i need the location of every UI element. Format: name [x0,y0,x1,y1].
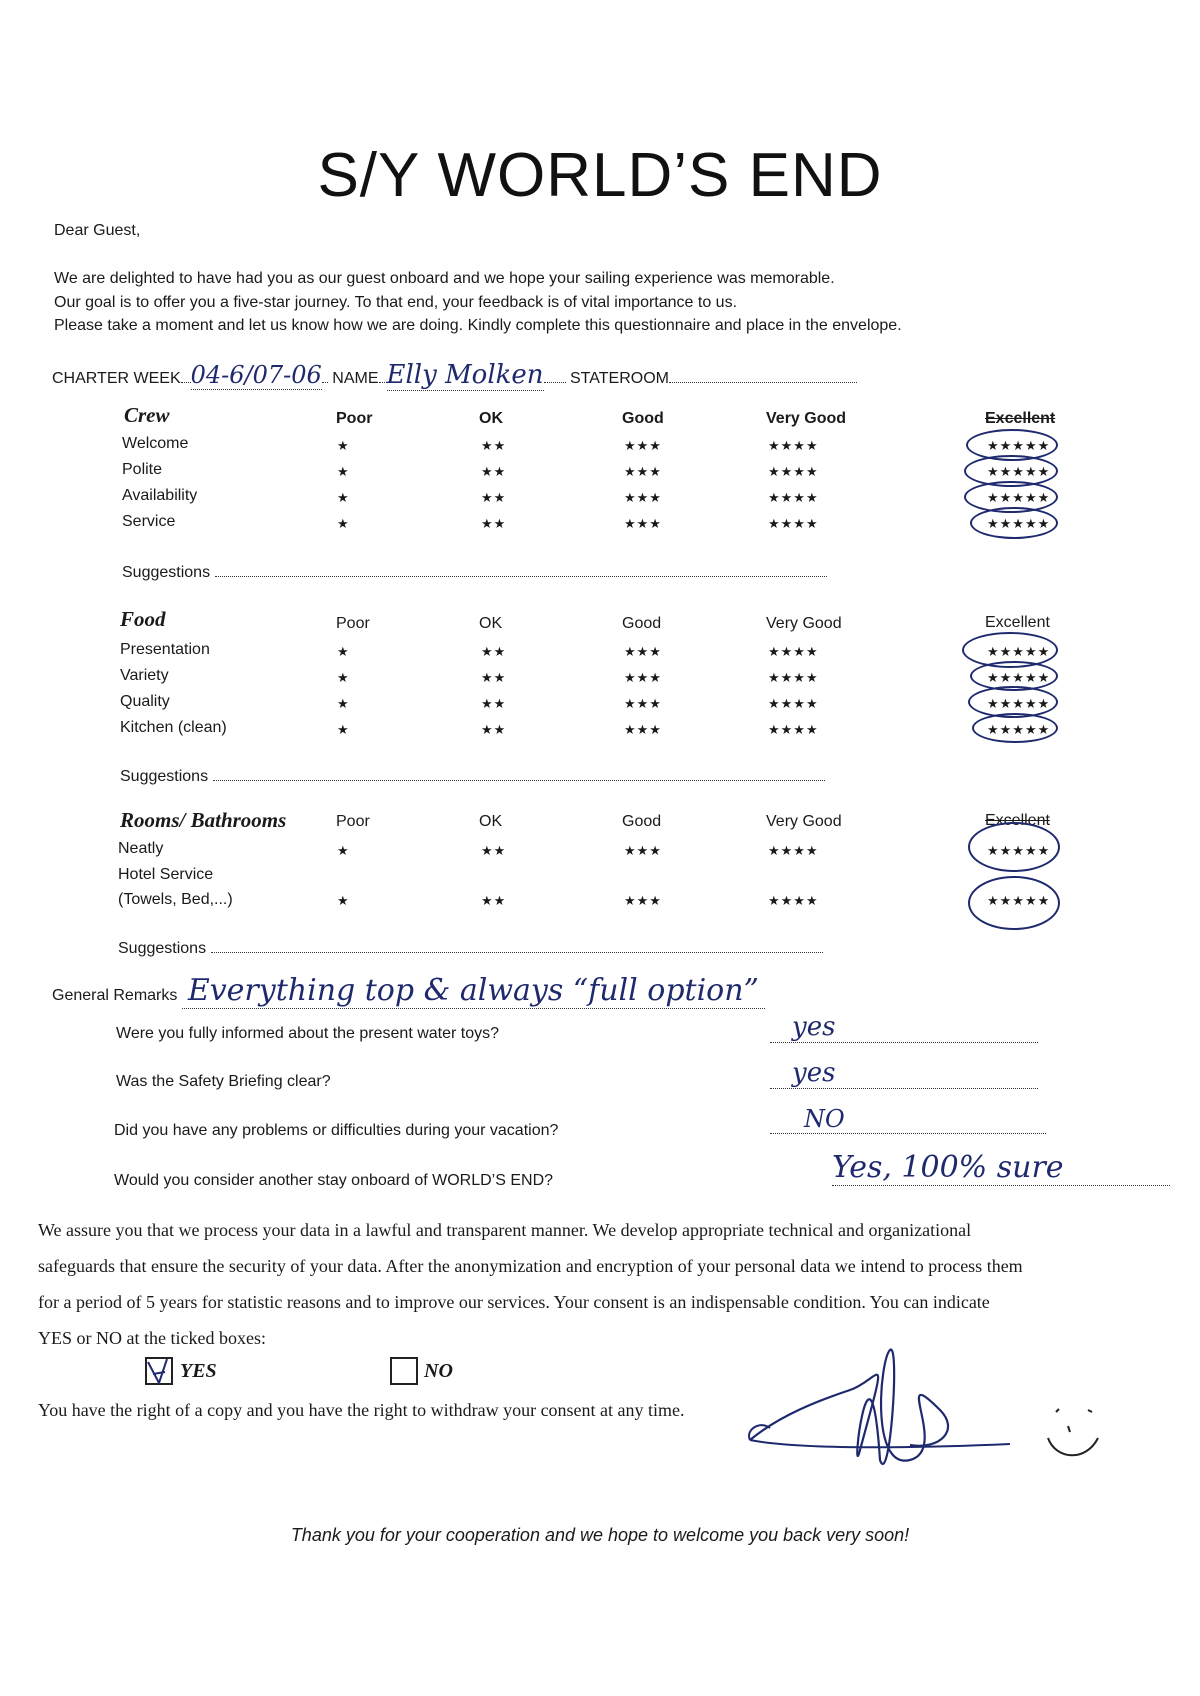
rooms-header-good: Good [622,813,662,830]
crew-polite-excellent[interactable]: ★★★★★ [987,464,1051,479]
rooms-hotel-service-good[interactable]: ★★★ [624,893,662,908]
crew-availability-excellent[interactable]: ★★★★★ [987,490,1051,505]
crew-welcome-ok[interactable]: ★★ [481,438,507,453]
question-safety-briefing: Was the Safety Briefing clear? [116,1073,331,1090]
food-variety-poor[interactable]: ★ [337,670,350,685]
crew-availability-good[interactable]: ★★★ [624,490,662,505]
checkmark-icon [145,1357,173,1385]
rooms-hotel-service-excellent[interactable]: ★★★★★ [987,893,1051,908]
food-kitchen-very-good[interactable]: ★★★★ [768,722,819,737]
crew-header-very-good: Very Good [766,410,847,427]
signature-icon [740,1320,1020,1510]
food-quality-poor[interactable]: ★ [337,696,350,711]
question-another-stay: Would you consider another stay onboard of WORLD’S END? [114,1172,554,1189]
food-presentation-ok[interactable]: ★★ [481,644,507,659]
answer-water-toys[interactable]: yes [770,1012,1038,1043]
rooms-section-title: Rooms/ Bathrooms [120,808,287,832]
intro-line-1: We are delighted to have had you as our guest onboard and we hope your sailing experience was memorable. [54,270,835,287]
stateroom-label: STATEROOM [570,370,669,387]
consent-no-checkbox[interactable] [390,1357,418,1385]
crew-welcome-good[interactable]: ★★★ [624,438,662,453]
footer-thanks: Thank you for your cooperation and we hope to welcome you back very soon! [290,1525,910,1545]
food-quality-good[interactable]: ★★★ [624,696,662,711]
crew-welcome-poor[interactable]: ★ [337,438,350,453]
food-item-variety: Variety [120,667,169,684]
food-item-presentation: Presentation [120,641,210,658]
crew-suggestions-row [122,562,827,582]
question-problems: Did you have any problems or difficulties during your vacation? [114,1122,559,1139]
rooms-hotel-service-very-good[interactable]: ★★★★ [768,893,819,908]
general-remarks-value[interactable]: Everything top & always “full option” [182,973,765,1009]
crew-item-polite: Polite [122,461,163,478]
food-header-good: Good [622,615,662,632]
crew-service-excellent[interactable]: ★★★★★ [987,516,1051,531]
food-presentation-good[interactable]: ★★★ [624,644,662,659]
crew-polite-ok[interactable]: ★★ [481,464,507,479]
charter-info-line [52,360,857,390]
rooms-item-neatly: Neatly [118,840,164,857]
answer-safety-briefing[interactable]: yes [770,1058,1038,1089]
name-label: NAME [332,370,379,387]
smiley-face-icon [1038,1400,1108,1470]
crew-header-excellent: Excellent [985,410,1056,427]
food-item-kitchen: Kitchen (clean) [120,719,227,736]
crew-item-service: Service [122,513,176,530]
food-presentation-very-good[interactable]: ★★★★ [768,644,819,659]
general-remarks-row [52,973,1102,1008]
question-water-toys: Were you fully informed about the present water toys? [116,1025,500,1042]
form-title: S/Y WORLD’S END [317,141,883,210]
crew-service-excellent-mark [970,507,1058,539]
crew-polite-poor[interactable]: ★ [337,464,350,479]
rooms-header-excellent: Excellent [985,812,1050,829]
greeting: Dear Guest, [54,222,141,239]
consent-yes-label: YES [180,1360,217,1382]
food-presentation-poor[interactable]: ★ [337,644,350,659]
food-kitchen-excellent[interactable]: ★★★★★ [987,722,1051,737]
consent-line-4: YES or NO at the ticked boxes: [38,1328,266,1348]
rooms-hotel-service-excellent-mark [968,876,1060,930]
food-quality-ok[interactable]: ★★ [481,696,507,711]
food-item-quality: Quality [120,693,170,710]
name-value[interactable]: Elly Molken [386,360,544,390]
food-kitchen-poor[interactable]: ★ [337,722,350,737]
food-header-ok: OK [479,615,503,632]
crew-polite-good[interactable]: ★★★ [624,464,662,479]
crew-availability-ok[interactable]: ★★ [481,490,507,505]
rooms-suggestions-field[interactable] [211,938,823,953]
food-kitchen-ok[interactable]: ★★ [481,722,507,737]
food-presentation-excellent[interactable]: ★★★★★ [987,644,1051,659]
crew-service-poor[interactable]: ★ [337,516,350,531]
food-variety-good[interactable]: ★★★ [624,670,662,685]
consent-yes-checkbox[interactable] [145,1357,173,1385]
rooms-neatly-very-good[interactable]: ★★★★ [768,843,819,858]
crew-availability-very-good[interactable]: ★★★★ [768,490,819,505]
crew-item-availability: Availability [122,487,198,504]
rooms-neatly-excellent-mark [968,822,1060,872]
food-suggestions-label: Suggestions [120,768,209,785]
crew-header-good: Good [622,410,664,427]
rooms-header-ok: OK [479,813,503,830]
general-remarks-label: General Remarks [52,987,178,1004]
crew-header-poor: Poor [336,410,373,427]
food-suggestions-field[interactable] [213,766,825,781]
answer-problems[interactable]: NO [770,1105,1046,1134]
rooms-suggestions-row [118,938,823,958]
food-section-title: Food [120,607,166,631]
crew-service-ok[interactable]: ★★ [481,516,507,531]
crew-welcome-excellent[interactable]: ★★★★★ [987,438,1051,453]
food-variety-very-good[interactable]: ★★★★ [768,670,819,685]
stateroom-field[interactable] [669,368,857,383]
crew-polite-very-good[interactable]: ★★★★ [768,464,819,479]
crew-welcome-very-good[interactable]: ★★★★ [768,438,819,453]
food-quality-excellent[interactable]: ★★★★★ [987,696,1051,711]
consent-line-1: We assure you that we process your data in a lawful and transparent manner. We develop appropriate technical and organizational [38,1220,972,1240]
rooms-hotel-service-ok[interactable]: ★★ [481,893,507,908]
rooms-neatly-good[interactable]: ★★★ [624,843,662,858]
consent-no-label: NO [424,1360,453,1382]
rooms-neatly-ok[interactable]: ★★ [481,843,507,858]
rooms-item-towels-bed: (Towels, Bed,...) [118,891,233,908]
food-variety-ok[interactable]: ★★ [481,670,507,685]
answer-another-stay[interactable]: Yes, 100% sure [832,1150,1170,1186]
crew-suggestions-field[interactable] [215,562,827,577]
food-quality-very-good[interactable]: ★★★★ [768,696,819,711]
crew-item-welcome: Welcome [122,435,189,452]
crew-suggestions-label: Suggestions [122,564,211,581]
crew-availability-poor[interactable]: ★ [337,490,350,505]
rooms-header-very-good: Very Good [766,813,842,830]
intro-line-3: Please take a moment and let us know how we are doing. Kindly complete this questionnaire and place in the envelope. [54,317,902,334]
rooms-neatly-poor[interactable]: ★ [337,843,350,858]
food-variety-excellent[interactable]: ★★★★★ [987,670,1051,685]
intro-line-2: Our goal is to offer you a five-star journey. To that end, your feedback is of vital importance to us. [54,294,738,311]
food-kitchen-excellent-mark [972,713,1058,743]
crew-header-ok: OK [479,410,503,427]
charter-week-label: CHARTER WEEK [52,370,181,387]
charter-week-value[interactable]: 04-6/07-06 [190,361,322,389]
food-header-very-good: Very Good [766,615,842,632]
consent-rights-text: You have the right of a copy and you have the right to withdraw your consent at any time. [38,1400,685,1420]
consent-line-3: for a period of 5 years for statistic reasons and to improve our services. Your consent is an indispensable condition. You can indicate [38,1292,990,1312]
food-header-excellent: Excellent [985,614,1050,631]
crew-service-good[interactable]: ★★★ [624,516,662,531]
food-kitchen-good[interactable]: ★★★ [624,722,662,737]
food-suggestions-row [120,766,825,786]
consent-line-2: safeguards that ensure the security of your data. After the anonymization and encryption of your personal data we intend to process them [38,1256,1023,1276]
rooms-header-poor: Poor [336,813,370,830]
rooms-hotel-service-poor[interactable]: ★ [337,893,350,908]
rooms-item-hotel-service: Hotel Service [118,866,214,883]
crew-section-title: Crew [124,403,170,427]
crew-service-very-good[interactable]: ★★★★ [768,516,819,531]
rooms-suggestions-label: Suggestions [118,940,207,957]
rooms-neatly-excellent[interactable]: ★★★★★ [987,843,1051,858]
food-header-poor: Poor [336,615,370,632]
